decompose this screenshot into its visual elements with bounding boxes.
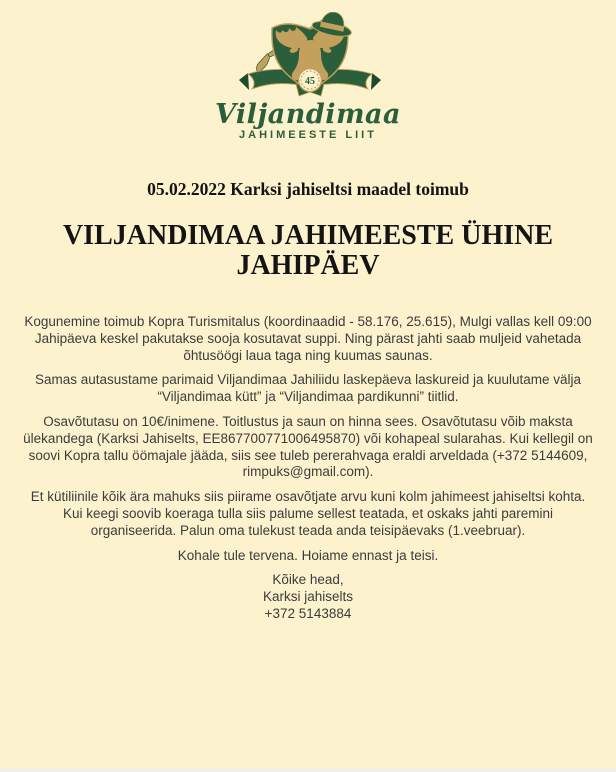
anniversary-badge <box>299 69 322 92</box>
event-date-heading: 05.02.2022 Karksi jahiseltsi maadel toimub <box>147 179 469 199</box>
paragraph-health: Kohale tule tervena. Hoiame ennast ja teisi. <box>177 547 439 563</box>
signature-line-3: +372 5143884 <box>264 605 352 621</box>
logo-caps-text: JAHIMEESTE LIIT <box>239 129 377 141</box>
logo <box>0 0 616 141</box>
signature-line-1: Kõike head, <box>272 572 344 588</box>
paragraph-limits: Et kütiliinile kõik ära mahuks siis piirame osavõtjate arvu kuni kolm jahimeest jahiseltsi kohta. Kui keegi soovib koeraga tulla siis palume sellest teatada, et oskaks jahti paremini organiseerida. Palun oma tulekust teada anda teisipäevaks (1.veebruar). <box>30 489 586 538</box>
logo-script-text: Viljandimaa <box>214 99 402 130</box>
signature <box>22 572 594 622</box>
main-title <box>0 221 616 281</box>
badge-number: 45 <box>305 75 315 87</box>
title-line-1: VILJANDIMAA JAHIMEESTE ÜHINE <box>62 220 554 251</box>
paragraph-fee: Osavõtutasu on 10€/inimene. Toitlustus ja saun on hinna sees. Osavõtutasu võib maksta ülekandega (Karksi Jahiselts, EE867700771006495870) või kohapeal sularahas. Kui kellegil on soovi Kopra tallu öömajale jääda, siis see tuleb pererahvaga eraldi arveldada (+372 5144609, rimpuks@gmail.com). <box>23 413 593 480</box>
flyer-body <box>22 314 594 623</box>
title-line-2: JAHIPÄEV <box>236 250 380 281</box>
signature-line-2: Karksi jahiselts <box>262 589 354 605</box>
paragraph-awards: Samas autasustame parimaid Viljandimaa Jahiliidu laskepäeva laskureid ja kuulutame välja “Viljandimaa kütt” ja “Viljandimaa pardikunni” tiitlid. <box>34 372 582 405</box>
paragraph-gathering: Kogunemine toimub Kopra Turismitalus (koordinaadid - 58.176, 25.615), Mulgi vallas kell 09:00 Jahipäeva keskel pakutakse sooja kosutavat suppi. Ning pärast jahti saab muljeid vahetada õhtusöögi laua taga ning kuumas saunas. <box>24 314 592 363</box>
